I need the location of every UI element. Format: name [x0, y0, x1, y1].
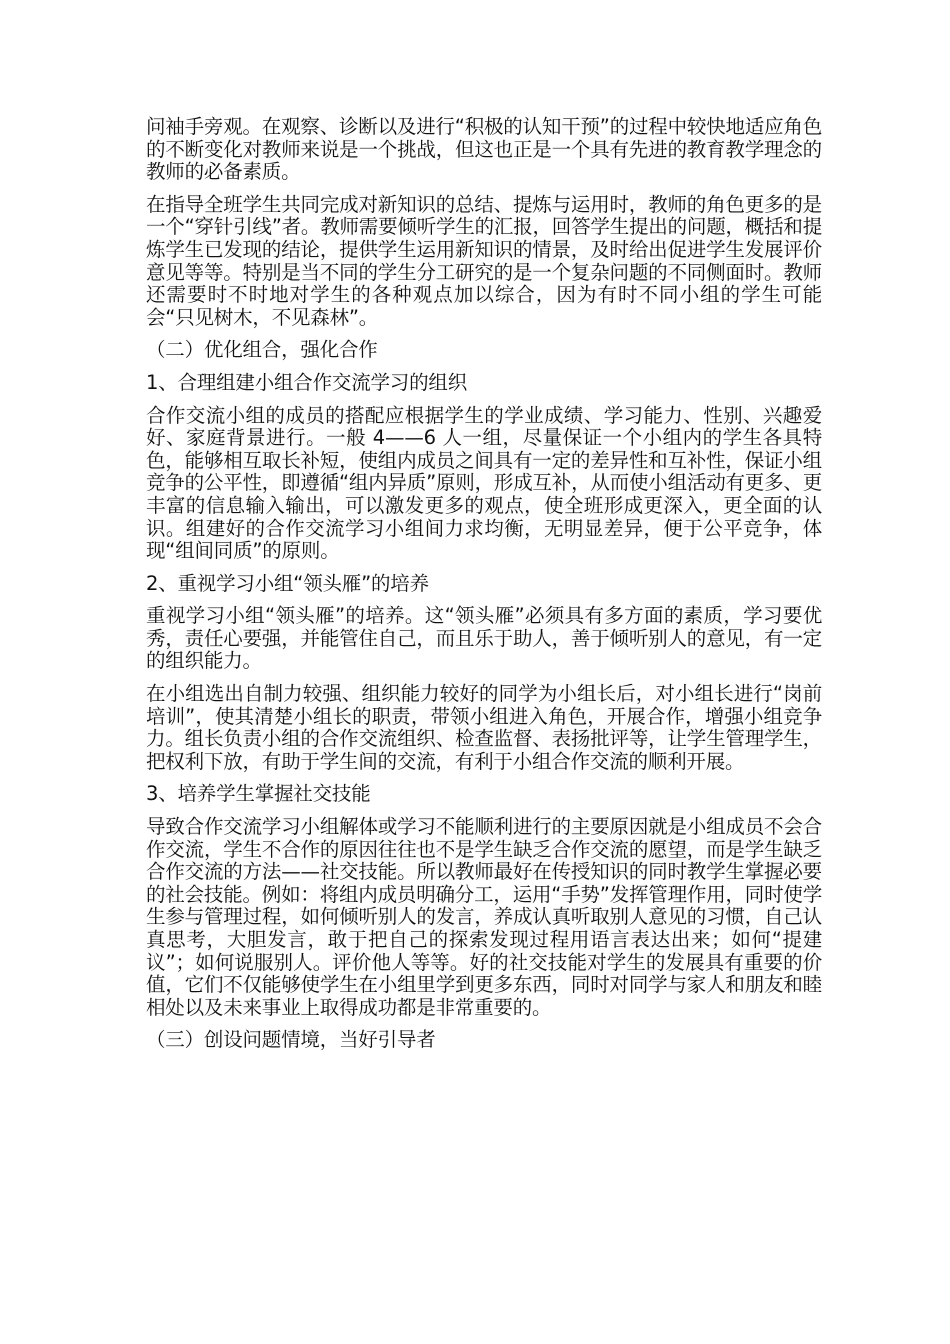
section-heading-problem-situations: （三）创设问题情境，当好引导者 [146, 1028, 436, 1052]
paragraph-group-composition: 合作交流小组的成员的搭配应根据学生的学业成绩、学习能力、性别、兴趣爱好、家庭背景进行。一般 4——6 人一组，尽量保证一个小组内的学生各具特色，能够相互取长补短，使组内成员之间具有一定的差异性和互补性，保证小组竞争的公平性，即遵循“组内异质”原则，形成互补，从而使小组活动有更多、更丰富的信息输入输出，可以激发更多的观点，使全班形成更深入，更全面的认识。组建好的合作交流学习小组间力求均衡，无明显差异，便于公平竞争，体现“组间同质”的原则。 [146, 403, 823, 563]
document-body [146, 116, 822, 1062]
paragraph-role-adaptation: 问袖手旁观。在观察、诊断以及进行“积极的认知干预”的过程中较快地适应角色的不断变化对教师来说是一个挑战，但这也正是一个具有先进的教育教学理念的教师的必备素质。 [146, 115, 823, 184]
paragraph-leader-training: 在小组选出自制力较强、组织能力较好的同学为小组长后，对小组长进行“岗前培训”，使其清楚小组长的职责，带领小组进入角色，开展合作，增强小组竞争力。组长负责小组的合作交流组织、检查监督、表扬批评等，让学生管理学生，把权利下放，有助于学生间的交流，有利于小组合作交流的顺利开展。 [146, 682, 822, 773]
subheading-social-skills: 3、培养学生掌握社交技能 [146, 782, 371, 806]
subheading-group-organization: 1、合理组建小组合作交流学习的组织 [146, 370, 468, 394]
subheading-group-leader: 2、重视学习小组“领头雁”的培养 [146, 571, 429, 595]
paragraph-teacher-guide-role: 在指导全班学生共同完成对新知识的总结、提炼与运用时，教师的角色更多的是一个“穿针引线”者。教师需要倾听学生的汇报，回答学生提出的问题，概括和提炼学生已发现的结论，提供学生运用新知识的情景，及时给出促进学生发展评价意见等等。特别是当不同的学生分工研究的是一个复杂问题的不同侧面时。教师还需要时不时地对学生的各种观点加以综合，因为有时不同小组的学生可能会“只见树木，不见森林”。 [146, 192, 823, 329]
paragraph-leader-qualities: 重视学习小组“领头雁”的培养。这“领头雁”必须具有多方面的素质，学习要优秀，责任心要强，并能管住自己，而且乐于助人，善于倾听别人的意见，有一定的组织能力。 [146, 604, 822, 673]
section-heading-optimize-groups: （二）优化组合，强化合作 [146, 338, 378, 362]
paragraph-social-skills: 导致合作交流学习小组解体或学习不能顺利进行的主要原因就是小组成员不会合作交流，学生不合作的原因往往也不是学生缺乏合作交流的愿望，而是学生缺乏合作交流的方法——社交技能。所以教师最好在传授知识的同时教学生掌握必要的社会技能。例如：将组内成员明确分工，运用“手势”发挥管理作用，同时使学生参与管理过程，如何倾听别人的发言，养成认真听取别人意见的习惯，自己认真思考，大胆发言，敢于把自己的探索发现过程用语言表达出来；如何“提建议”；如何说服别人。评价他人等等。好的社交技能对学生的发展具有重要的价值，它们不仅能够使学生在小组里学到更多东西，同时对同学与家人和朋友和睦相处以及未来事业上取得成功都是非常重要的。 [146, 815, 823, 1019]
